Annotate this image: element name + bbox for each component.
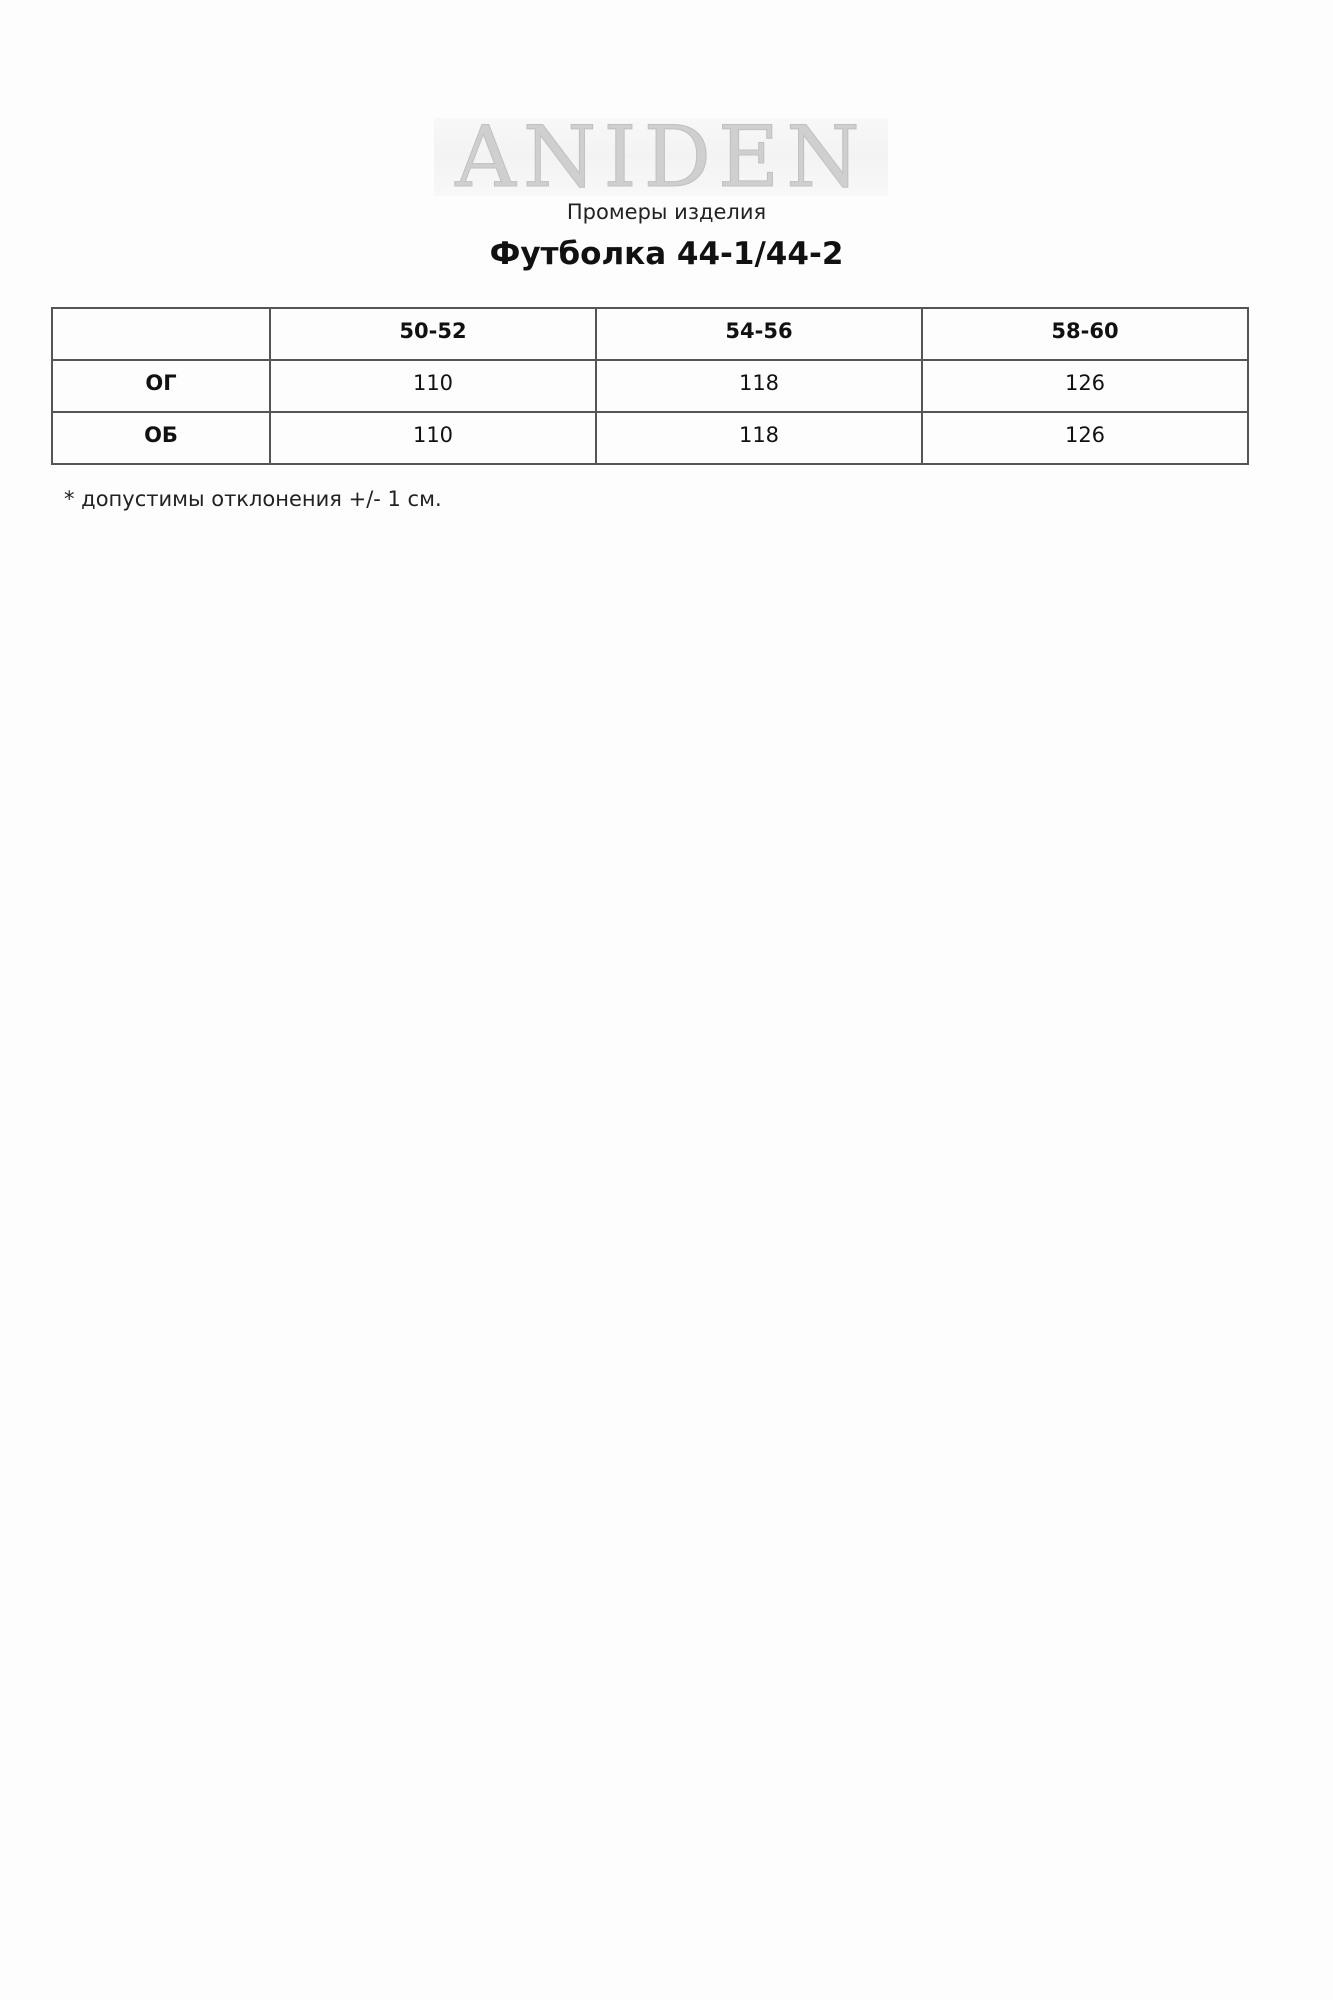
table-cell: 126: [922, 412, 1248, 464]
row-label: ОГ: [52, 360, 270, 412]
brand-logo: [434, 108, 888, 206]
table-row: [52, 412, 1248, 464]
table-header-row: [52, 308, 1248, 360]
row-label: ОБ: [52, 412, 270, 464]
header-cell-size: 58-60: [922, 308, 1248, 360]
table-cell: 118: [596, 360, 922, 412]
header-cell-size: 50-52: [270, 308, 596, 360]
page-subtitle: Промеры изделия: [566, 200, 767, 224]
header-cell-empty: [52, 308, 270, 360]
table-cell: 126: [922, 360, 1248, 412]
table-cell: 118: [596, 412, 922, 464]
page-title: Футболка 44-1/44-2: [489, 236, 844, 272]
table-cell: 110: [270, 412, 596, 464]
brand-logo-text: ANIDEN: [455, 108, 867, 206]
table-row: [52, 360, 1248, 412]
tolerance-note: * допустимы отклонения +/- 1 см.: [64, 487, 442, 511]
size-table: [51, 307, 1249, 465]
header-cell-size: 54-56: [596, 308, 922, 360]
table-cell: 110: [270, 360, 596, 412]
